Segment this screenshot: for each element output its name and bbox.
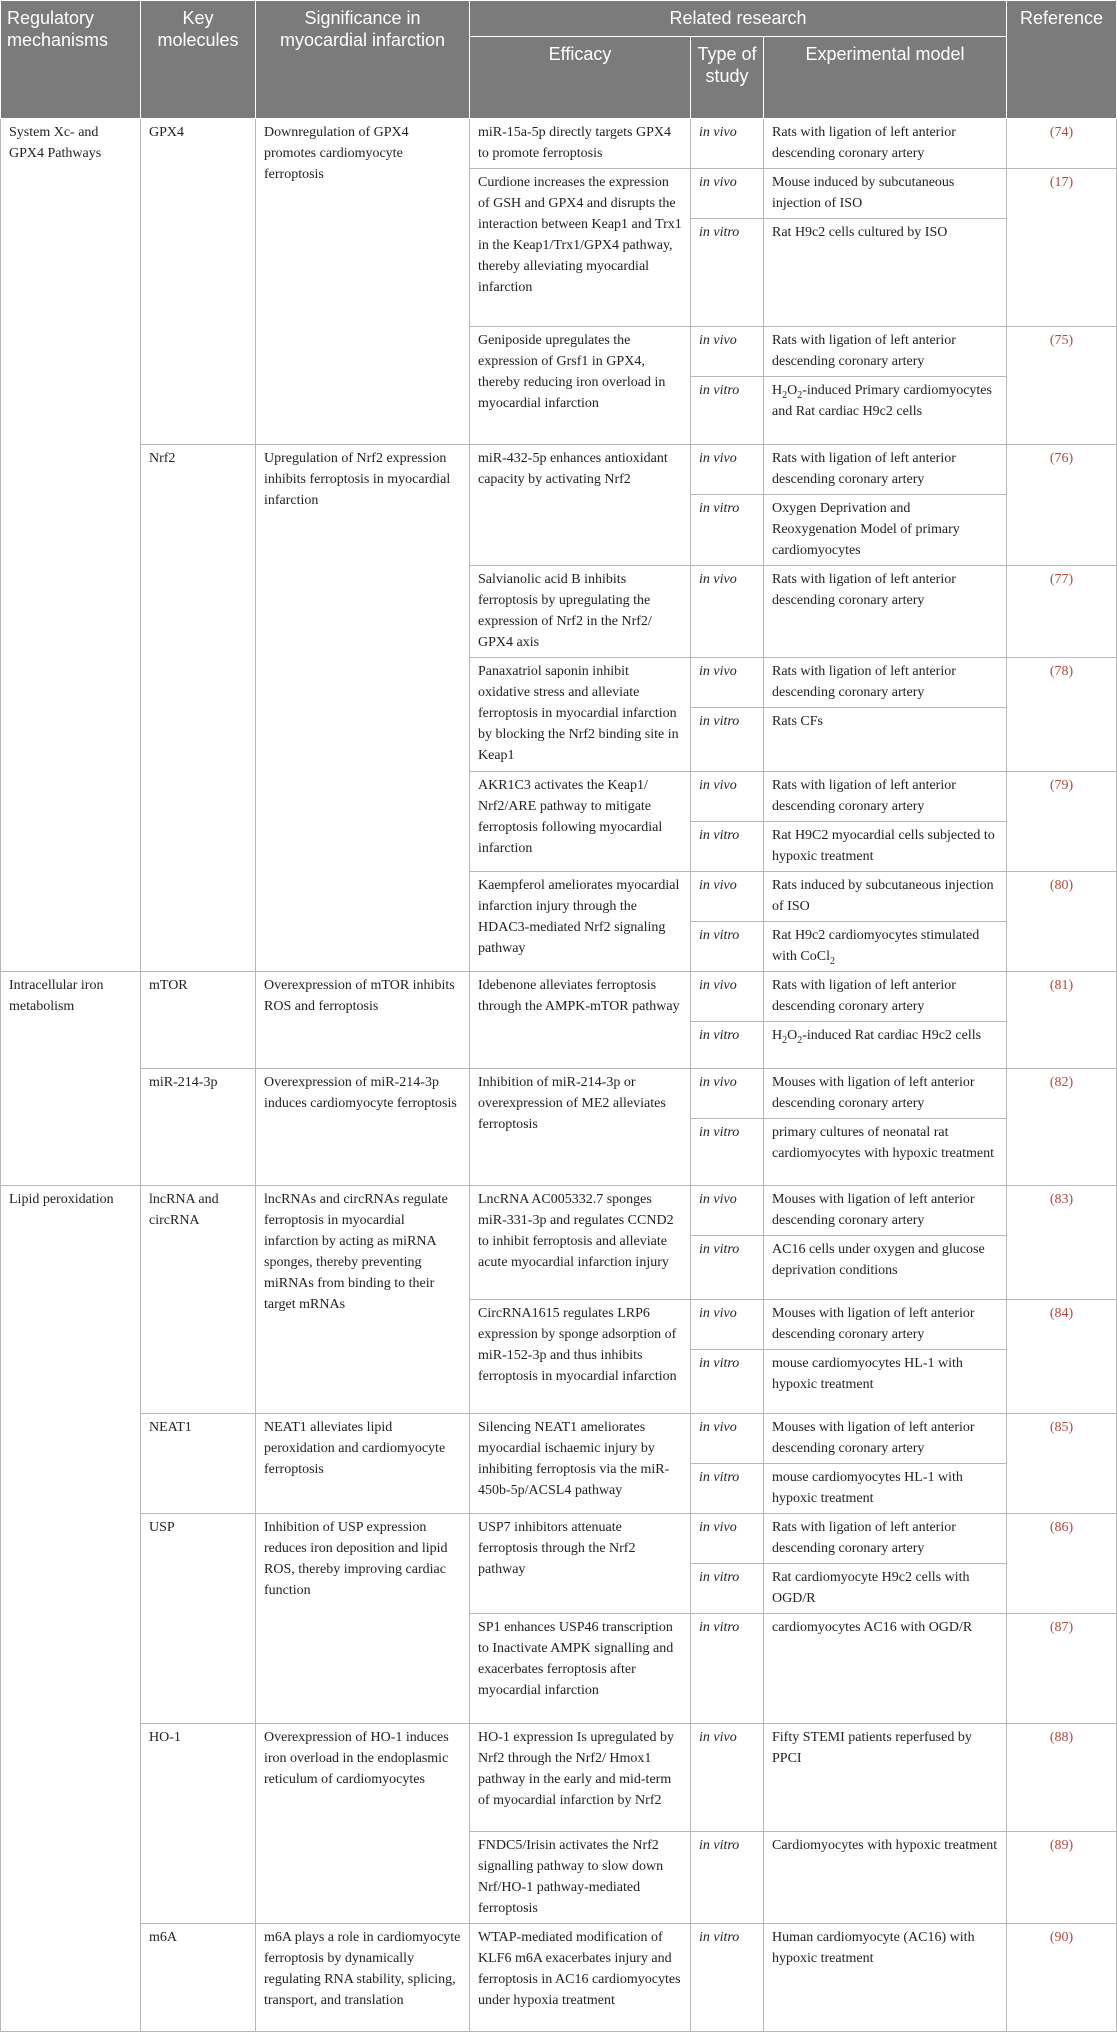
cell-study-type: in vitro [691,1832,764,1924]
cell-model: Oxygen Deprivation and Reoxygenation Model of primary cardiomyocytes [764,495,1007,566]
cell-molecule: HO-1 [141,1724,256,1924]
cell-mechanism: System Xc- and GPX4 Pathways [1,119,141,972]
cell-study-type: in vitro [691,1564,764,1614]
subscript: 2 [797,1034,803,1046]
subscript: 2 [782,389,788,401]
model-text: -induced Rat cardiac H9c2 cells [802,1028,982,1043]
cell-model: Rats with ligation of left anterior descending coronary artery [764,119,1007,169]
cell-model [764,377,1007,445]
cell-model: Mouses with ligation of left anterior descending coronary artery [764,1414,1007,1464]
cell-study-type: in vitro [691,708,764,772]
cell-molecule: lncRNA and circRNA [141,1186,256,1414]
cell-efficacy: SP1 enhances USP46 transcription to Inactivate AMPK signalling and exacerbates ferroptosis after myocardial infarction [470,1614,691,1724]
cell-efficacy: HO-1 expression Is upregulated by Nrf2 through the Nrf2/ Hmox1 pathway in the early and mid-term of myocardial infarction by Nrf2 [470,1724,691,1832]
reference-link[interactable]: (88) [1007,1724,1117,1832]
header-regulatory-mechanisms: Regulatory mechanisms [1,1,141,119]
table-header [1,1,1117,119]
cell-efficacy: Idebenone alleviates ferroptosis through the AMPK-mTOR pathway [470,972,691,1069]
cell-study-type: in vivo [691,1069,764,1119]
cell-molecule: m6A [141,1924,256,2032]
cell-significance: lncRNAs and circRNAs regulate ferroptosis in myocardial infarction by acting as miRNA sponges, thereby preventing miRNAs from binding to their target mRNAs [256,1186,470,1414]
table-row [1,1514,1117,1564]
header-experimental-model: Experimental model [764,37,1007,119]
table-row [1,445,1117,495]
cell-study-type: in vivo [691,872,764,922]
cell-model: Human cardiomyocyte (AC16) with hypoxic treatment [764,1924,1007,2032]
reference-link[interactable]: (75) [1007,327,1117,445]
table-row [1,1724,1117,1832]
model-text: H [772,1028,783,1043]
cell-study-type: in vitro [691,1119,764,1186]
cell-efficacy: Kaempferol ameliorates myocardial infarction injury through the HDAC3-mediated Nrf2 signaling pathway [470,872,691,972]
cell-model: Rats CFs [764,708,1007,772]
cell-model: cardiomyocytes AC16 with OGD/R [764,1614,1007,1724]
cell-model: Mouses with ligation of left anterior descending coronary artery [764,1186,1007,1236]
cell-study-type: in vitro [691,1350,764,1414]
cell-model: Rats induced by subcutaneous injection of ISO [764,872,1007,922]
reference-link[interactable]: (85) [1007,1414,1117,1514]
cell-molecule: USP [141,1514,256,1724]
reference-link[interactable]: (74) [1007,119,1117,169]
cell-study-type: in vivo [691,327,764,377]
cell-efficacy: CircRNA1615 regulates LRP6 expression by sponge adsorption of miR-152-3p and thus inhibits ferroptosis in myocardial infarction [470,1300,691,1414]
cell-model: Cardiomyocytes with hypoxic treatment [764,1832,1007,1924]
cell-study-type: in vitro [691,922,764,972]
cell-study-type: in vivo [691,772,764,822]
cell-model: Mouses with ligation of left anterior descending coronary artery [764,1300,1007,1350]
header-reference: Reference [1007,1,1117,119]
cell-efficacy: FNDC5/Irisin activates the Nrf2 signalling pathway to slow down Nrf/HO-1 pathway-mediated ferroptosis [470,1832,691,1924]
cell-significance: Downregulation of GPX4 promotes cardiomyocyte ferroptosis [256,119,470,445]
cell-molecule: mTOR [141,972,256,1069]
cell-significance: Upregulation of Nrf2 expression inhibits ferroptosis in myocardial infarction [256,445,470,972]
reference-link[interactable]: (17) [1007,169,1117,327]
table-row [1,1924,1117,2032]
reference-link[interactable]: (78) [1007,658,1117,772]
cell-model: Rats with ligation of left anterior descending coronary artery [764,327,1007,377]
reference-link[interactable]: (77) [1007,566,1117,658]
cell-model: Rats with ligation of left anterior descending coronary artery [764,772,1007,822]
model-text: -induced Primary cardiomyocytes and Rat cardiac H9c2 cells [772,383,992,419]
cell-efficacy: USP7 inhibitors attenuate ferroptosis through the Nrf2 pathway [470,1514,691,1614]
cell-study-type: in vivo [691,169,764,219]
table-row [1,119,1117,169]
cell-study-type: in vitro [691,219,764,327]
header-key-molecules: Key molecules [141,1,256,119]
reference-link[interactable]: (86) [1007,1514,1117,1614]
reference-link[interactable]: (82) [1007,1069,1117,1186]
cell-efficacy: Panaxatriol saponin inhibit oxidative stress and alleviate ferroptosis in myocardial infarction by blocking the Nrf2 binding site in Keap1 [470,658,691,772]
cell-study-type: in vivo [691,119,764,169]
cell-significance: Inhibition of USP expression reduces iron deposition and lipid ROS, thereby improving cardiac function [256,1514,470,1724]
cell-model: primary cultures of neonatal rat cardiomyocytes with hypoxic treatment [764,1119,1007,1186]
cell-efficacy: miR-432-5p enhances antioxidant capacity by activating Nrf2 [470,445,691,566]
table-row [1,1069,1117,1119]
reference-link[interactable]: (90) [1007,1924,1117,2032]
cell-model: Rats with ligation of left anterior descending coronary artery [764,566,1007,658]
subscript: 2 [797,389,803,401]
cell-efficacy: WTAP-mediated modification of KLF6 m6A exacerbates injury and ferroptosis in AC16 cardiomyocytes under hypoxia treatment [470,1924,691,2032]
cell-significance: Overexpression of HO-1 induces iron overload in the endoplasmic reticulum of cardiomyocytes [256,1724,470,1924]
cell-study-type: in vivo [691,658,764,708]
table-body [1,119,1117,2032]
cell-significance: NEAT1 alleviates lipid peroxidation and cardiomyocyte ferroptosis [256,1414,470,1514]
cell-efficacy: Geniposide upregulates the expression of Grsf1 in GPX4, thereby reducing iron overload in myocardial infarction [470,327,691,445]
reference-link[interactable]: (80) [1007,872,1117,972]
reference-link[interactable]: (83) [1007,1186,1117,1300]
cell-molecule: miR-214-3p [141,1069,256,1186]
cell-study-type: in vivo [691,1414,764,1464]
cell-study-type: in vitro [691,377,764,445]
cell-molecule: Nrf2 [141,445,256,972]
cell-efficacy: Inhibition of miR-214-3p or overexpression of ME2 alleviates ferroptosis [470,1069,691,1186]
cell-model: Rats with ligation of left anterior descending coronary artery [764,1514,1007,1564]
cell-mechanism: Intracellular iron metabolism [1,972,141,1186]
cell-study-type: in vivo [691,566,764,658]
model-text: O [787,383,798,398]
cell-model [764,922,1007,972]
header-type-of-study: Type of study [691,37,764,119]
cell-model: AC16 cells under oxygen and glucose deprivation conditions [764,1236,1007,1300]
cell-study-type: in vitro [691,1022,764,1069]
cell-study-type: in vitro [691,1464,764,1514]
cell-efficacy: Curdione increases the expression of GSH and GPX4 and disrupts the interaction between Keap1 and Trx1 in the Keap1/Trx1/GPX4 pathway, thereby alleviating myocardial infarction [470,169,691,327]
cell-model: mouse cardiomyocytes HL-1 with hypoxic treatment [764,1350,1007,1414]
cell-model: Rats with ligation of left anterior descending coronary artery [764,445,1007,495]
reference-link[interactable]: (87) [1007,1614,1117,1724]
cell-model: Rats with ligation of left anterior descending coronary artery [764,658,1007,708]
cell-study-type: in vivo [691,1514,764,1564]
cell-study-type: in vitro [691,1614,764,1724]
cell-model: Mouse induced by subcutaneous injection of ISO [764,169,1007,219]
reference-link[interactable]: (79) [1007,772,1117,872]
cell-molecule: NEAT1 [141,1414,256,1514]
cell-mechanism: Lipid peroxidation [1,1186,141,2032]
cell-study-type: in vivo [691,445,764,495]
cell-significance: Overexpression of mTOR inhibits ROS and ferroptosis [256,972,470,1069]
cell-study-type: in vitro [691,822,764,872]
cell-molecule: GPX4 [141,119,256,445]
cell-efficacy: Salvianolic acid B inhibits ferroptosis by upregulating the expression of Nrf2 in the Nrf2/ GPX4 axis [470,566,691,658]
cell-efficacy: LncRNA AC005332.7 sponges miR-331-3p and regulates CCND2 to inhibit ferroptosis and alleviate acute myocardial infarction injury [470,1186,691,1300]
cell-study-type: in vivo [691,1186,764,1236]
header-related-research: Related research [470,1,1007,37]
cell-study-type: in vivo [691,1300,764,1350]
cell-model: Rats with ligation of left anterior descending coronary artery [764,972,1007,1022]
header-efficacy: Efficacy [470,37,691,119]
cell-study-type: in vitro [691,495,764,566]
cell-model: Fifty STEMI patients reperfused by PPCI [764,1724,1007,1832]
cell-model: Rat cardiomyocyte H9c2 cells with OGD/R [764,1564,1007,1614]
cell-model [764,1022,1007,1069]
cell-study-type: in vitro [691,1236,764,1300]
table-row [1,1414,1117,1464]
model-text: H [772,383,783,398]
table-row [1,972,1117,1022]
cell-model: Rat H9C2 myocardial cells subjected to hypoxic treatment [764,822,1007,872]
cell-study-type: in vivo [691,1724,764,1832]
cell-efficacy: Silencing NEAT1 ameliorates myocardial ischaemic injury by inhibiting ferroptosis via the miR-450b-5p/ACSL4 pathway [470,1414,691,1514]
reference-link[interactable]: (81) [1007,972,1117,1069]
model-text: O [787,1028,798,1043]
cell-efficacy: miR-15a-5p directly targets GPX4 to promote ferroptosis [470,119,691,169]
model-text: Rat H9c2 cardiomyocytes stimulated with CoCl [772,928,980,964]
cell-model: Mouses with ligation of left anterior descending coronary artery [764,1069,1007,1119]
reference-link[interactable]: (84) [1007,1300,1117,1414]
header-significance: Significance in myocardial infarction [256,1,470,119]
reference-link[interactable]: (89) [1007,1832,1117,1924]
reference-link[interactable]: (76) [1007,445,1117,566]
subscript: 2 [829,955,835,967]
cell-significance: Overexpression of miR-214-3p induces cardiomyocyte ferroptosis [256,1069,470,1186]
cell-significance: m6A plays a role in cardiomyocyte ferroptosis by dynamically regulating RNA stability, splicing, transport, and translation [256,1924,470,2032]
subscript: 2 [782,1034,788,1046]
cell-efficacy: AKR1C3 activates the Keap1/ Nrf2/ARE pathway to mitigate ferroptosis following myocardial infarction [470,772,691,872]
table-row [1,1186,1117,1236]
cell-study-type: in vivo [691,972,764,1022]
cell-study-type: in vitro [691,1924,764,2032]
cell-model: mouse cardiomyocytes HL-1 with hypoxic treatment [764,1464,1007,1514]
cell-model: Rat H9c2 cells cultured by ISO [764,219,1007,327]
